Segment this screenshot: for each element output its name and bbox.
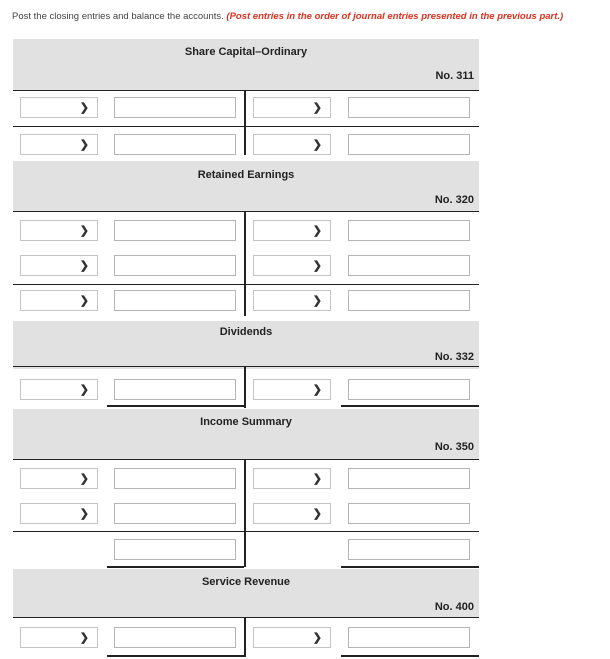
chevron-right-icon: ❯ [79,384,89,396]
credit-amount-input[interactable] [348,503,470,524]
debit-account-select[interactable] [20,290,98,311]
account-title: Service Revenue [201,576,291,588]
chevron-right-icon: ❯ [79,260,89,272]
debit-account-select[interactable] [20,255,98,276]
debit-amount-input[interactable] [114,468,236,489]
t-account-rule [13,284,479,285]
credit-amount-input[interactable] [348,220,470,241]
t-account-divider [244,459,246,567]
credit-account-select[interactable] [253,627,331,648]
t-account-top-rule [13,617,479,618]
chevron-right-icon: ❯ [312,384,322,396]
credit-account-select[interactable] [253,220,331,241]
account-header-dividends [13,321,479,369]
chevron-right-icon: ❯ [312,632,322,644]
account-number: No. 332 [434,351,474,363]
account-header-income-summary [13,409,479,459]
t-account-top-rule [13,366,479,367]
chevron-right-icon: ❯ [79,473,89,485]
account-number: No. 311 [435,70,474,82]
account-title: Income Summary [200,416,292,428]
account-title: Dividends [219,326,273,338]
chevron-right-icon: ❯ [79,102,89,114]
credit-account-select[interactable] [253,468,331,489]
instructions [12,11,563,22]
chevron-right-icon: ❯ [312,225,322,237]
instructions-text: Post the closing entries and balance the accounts. [12,11,224,22]
debit-account-select[interactable] [20,379,98,400]
credit-amount-input[interactable] [348,379,470,400]
account-number: No. 400 [434,601,474,613]
chevron-right-icon: ❯ [79,295,89,307]
debit-amount-input[interactable] [114,627,236,648]
t-account-divider [244,617,246,657]
account-title: Retained Earnings [197,169,295,181]
debit-total-rule [107,405,244,407]
credit-amount-input[interactable] [348,290,470,311]
chevron-right-icon: ❯ [79,225,89,237]
chevron-right-icon: ❯ [79,508,89,520]
debit-account-select[interactable] [20,97,98,118]
t-account-rule [13,531,479,532]
debit-account-select[interactable] [20,503,98,524]
debit-amount-input[interactable] [114,503,236,524]
debit-account-select[interactable] [20,220,98,241]
credit-balance-input[interactable] [348,539,470,560]
account-number: No. 350 [434,441,474,453]
credit-amount-input[interactable] [348,468,470,489]
chevron-right-icon: ❯ [312,295,322,307]
credit-account-select[interactable] [253,290,331,311]
chevron-right-icon: ❯ [79,139,89,151]
t-account-divider [244,366,246,408]
account-header-retained-earnings [13,161,479,211]
t-account-rule [13,126,479,127]
debit-amount-input[interactable] [114,220,236,241]
account-header-service-revenue [13,569,479,617]
chevron-right-icon: ❯ [312,260,322,272]
instructions-note: (Post entries in the order of journal entries presented in the previous part.) [226,11,564,22]
credit-total-rule [341,655,479,657]
debit-total-rule [107,566,244,568]
debit-amount-input[interactable] [114,290,236,311]
t-account-divider [244,211,246,316]
t-account-divider [244,90,246,155]
debit-account-select[interactable] [20,468,98,489]
chevron-right-icon: ❯ [312,139,322,151]
t-account-top-rule [13,211,479,212]
account-title: Share Capital–Ordinary [184,46,308,58]
debit-amount-input[interactable] [114,97,236,118]
credit-total-rule [341,405,479,407]
debit-account-select[interactable] [20,134,98,155]
t-account-top-rule [13,459,479,460]
debit-amount-input[interactable] [114,134,236,155]
t-account-top-rule [13,90,479,91]
credit-account-select[interactable] [253,255,331,276]
debit-total-rule [107,655,244,657]
credit-amount-input[interactable] [348,134,470,155]
debit-amount-input[interactable] [114,379,236,400]
credit-account-select[interactable] [253,503,331,524]
account-number: No. 320 [434,194,474,206]
chevron-right-icon: ❯ [312,473,322,485]
credit-account-select[interactable] [253,379,331,400]
account-header-share-capital [13,39,479,90]
credit-amount-input[interactable] [348,255,470,276]
credit-amount-input[interactable] [348,627,470,648]
credit-total-rule [341,566,479,568]
credit-account-select[interactable] [253,134,331,155]
chevron-right-icon: ❯ [79,632,89,644]
chevron-right-icon: ❯ [312,508,322,520]
debit-amount-input[interactable] [114,255,236,276]
debit-balance-input[interactable] [114,539,236,560]
chevron-right-icon: ❯ [312,102,322,114]
debit-account-select[interactable] [20,627,98,648]
credit-account-select[interactable] [253,97,331,118]
credit-amount-input[interactable] [348,97,470,118]
